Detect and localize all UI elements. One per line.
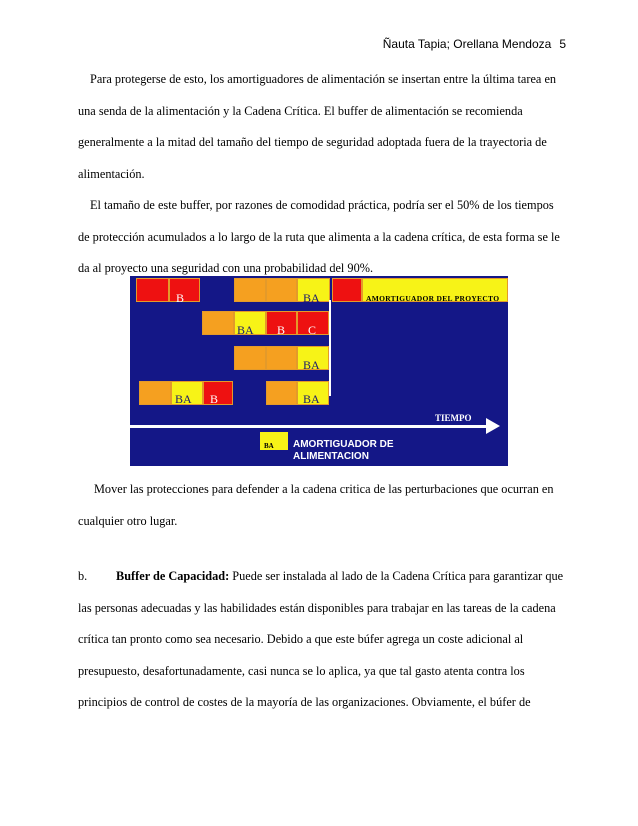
row4-ba2-label: BA — [303, 392, 320, 406]
task-block — [169, 278, 200, 302]
task-block — [266, 381, 297, 405]
row1-ba-label: BA — [303, 291, 320, 305]
section-title: Buffer de Capacidad: — [116, 569, 230, 583]
time-axis-label: TIEMPO — [435, 413, 472, 423]
row4-b-label: B — [210, 392, 219, 406]
task-block — [139, 381, 171, 405]
header-authors: Ñauta Tapia; Orellana Mendoza — [382, 37, 552, 51]
task-block — [266, 278, 297, 302]
critical-chain-divider — [329, 300, 331, 396]
row4-ba-label: BA — [175, 392, 192, 406]
row2-c-label: C — [308, 323, 317, 337]
section-marker: b. — [78, 569, 88, 583]
row1-b-label: B — [176, 291, 185, 305]
paragraph-move-protections: Mover las protecciones para defender a la cadena critica de las perturbaciones que ocurran en cualquier otro lugar. — [78, 482, 554, 528]
row3-ba-label: BA — [303, 358, 320, 372]
page-number: 5 — [559, 37, 566, 51]
critical-chain-diagram — [130, 276, 508, 466]
task-block — [136, 278, 169, 302]
task-block — [234, 278, 266, 302]
row2-b-label: B — [277, 323, 286, 337]
legend-label — [293, 439, 394, 463]
time-arrow-icon — [486, 418, 500, 434]
section-capacity-buffer — [78, 561, 568, 719]
row2-ba-label: BA — [237, 323, 254, 337]
section-body: Puede ser instalada al lado de la Cadena Crítica para garantizar que las personas adecuadas y las habilidades están disponibles para trabajar en las tareas de la cadena crítica tan pronto como sea necesario. Debido a que este búfer agrega un coste adicional al presupuesto, desafortunadamente, casi nunca se lo aplica, ya que tal gasto atenta contra los principios de control de costes de la mayoría de las organizaciones. Obviamente, el búfer de — [78, 569, 564, 709]
task-block — [266, 346, 297, 370]
paragraph-feeding-buffers: Para protegerse de esto, los amortiguadores de alimentación se insertan entre la última tarea en una senda de la alimentación y la Cadena Crítica. El buffer de alimentación se recomienda generalmente a la mitad del tamaño del tiempo de seguridad adoptada fuera de la trayectoria de alimentación. — [78, 72, 557, 181]
legend-swatch-label: BA — [264, 442, 274, 450]
page-header — [383, 37, 566, 51]
task-block — [234, 346, 266, 370]
task-block — [202, 311, 234, 335]
legend-line1: AMORTIGUADOR DE — [293, 439, 394, 450]
critical-task-block — [332, 278, 362, 302]
time-axis — [130, 425, 490, 428]
paragraph-buffer-size: El tamaño de este buffer, por razones de comodidad práctica, podría ser el 50% de los tiempos de protección acumulados a lo largo de la ruta que alimenta a la cadena crítica, de esta forma se le da al proyecto una seguridad con una probabilidad del 90%. — [78, 198, 560, 275]
legend-line2: ALIMENTACION — [293, 451, 369, 462]
project-buffer-label: AMORTIGUADOR DEL PROYECTO — [366, 294, 500, 303]
